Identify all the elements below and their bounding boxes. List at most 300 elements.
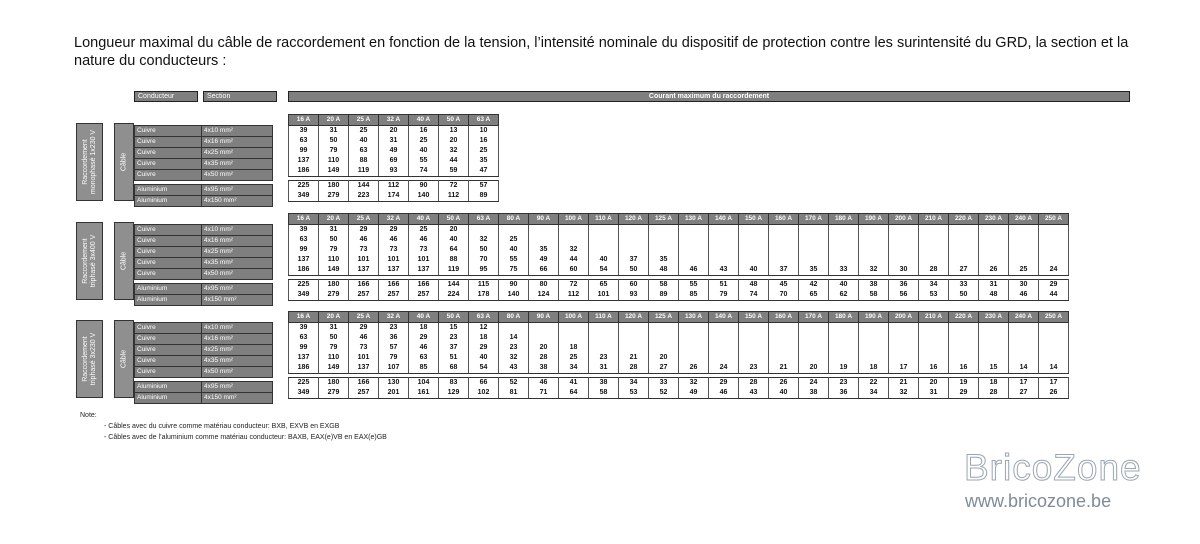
length-cell: 44 [439, 156, 469, 166]
length-cell: 101 [589, 290, 619, 301]
table-row [289, 323, 1069, 334]
section-cell: 4x35 mm² [202, 159, 273, 170]
length-cell [589, 235, 619, 245]
length-cell: 26 [979, 265, 1009, 276]
current-column-header: 40 A [409, 214, 439, 225]
length-cell: 349 [289, 191, 319, 202]
material-cell: Cuivre [135, 236, 202, 247]
length-cell: 137 [349, 265, 379, 276]
length-cell [1009, 323, 1039, 334]
length-cell: 186 [289, 265, 319, 276]
length-cell: 64 [559, 388, 589, 399]
table-row [289, 280, 1069, 291]
length-cell [889, 323, 919, 334]
length-cell: 29 [709, 378, 739, 389]
length-cell [889, 255, 919, 265]
length-cell: 15 [439, 323, 469, 334]
section-cell: 4x10 mm² [202, 225, 273, 236]
length-cell: 46 [409, 235, 439, 245]
length-cell: 161 [409, 388, 439, 399]
length-cell: 22 [859, 378, 889, 389]
length-cell [979, 353, 1009, 363]
length-cell: 56 [889, 290, 919, 301]
cable-label [114, 123, 134, 201]
length-cell [619, 323, 649, 334]
length-cell: 29 [469, 343, 499, 353]
length-cell: 17 [889, 363, 919, 374]
length-cell [679, 323, 709, 334]
length-cell: 18 [979, 378, 1009, 389]
material-cell: Cuivre [135, 170, 202, 181]
current-column-header: 120 A [619, 312, 649, 323]
length-cell: 32 [559, 245, 589, 255]
length-cell: 32 [439, 146, 469, 156]
length-cell [709, 235, 739, 245]
length-cell [889, 353, 919, 363]
current-column-header: 80 A [499, 312, 529, 323]
length-cell: 124 [529, 290, 559, 301]
length-cell [979, 225, 1009, 236]
length-cell: 166 [349, 280, 379, 291]
length-cell [739, 255, 769, 265]
length-cell [829, 323, 859, 334]
length-cell: 36 [829, 388, 859, 399]
current-column-header: 180 A [829, 312, 859, 323]
length-cell [859, 343, 889, 353]
length-cell: 31 [379, 136, 409, 146]
current-column-header: 240 A [1009, 214, 1039, 225]
length-cell: 50 [319, 333, 349, 343]
length-cell [889, 235, 919, 245]
length-cell: 10 [469, 126, 499, 137]
length-cell: 48 [649, 265, 679, 276]
length-cell: 70 [469, 255, 499, 265]
length-cell [1039, 255, 1069, 265]
length-cell: 37 [769, 265, 799, 276]
current-column-header: 110 A [589, 214, 619, 225]
length-cell [829, 255, 859, 265]
length-cell [919, 323, 949, 334]
table-row [289, 225, 1069, 236]
length-cell [559, 323, 589, 334]
length-cell [739, 343, 769, 353]
length-cell: 79 [319, 146, 349, 156]
length-cell: 38 [799, 388, 829, 399]
length-cell: 26 [679, 363, 709, 374]
length-cell [829, 333, 859, 343]
table-row [289, 235, 1069, 245]
length-cell: 107 [379, 363, 409, 374]
length-cell [529, 333, 559, 343]
length-cell [889, 225, 919, 236]
length-cell: 23 [439, 333, 469, 343]
length-cell [589, 333, 619, 343]
table-row [135, 225, 273, 236]
current-column-header: 130 A [679, 214, 709, 225]
length-cell [979, 343, 1009, 353]
length-cell: 46 [709, 388, 739, 399]
length-cell [769, 225, 799, 236]
current-column-header: 250 A [1039, 214, 1069, 225]
length-cell [859, 323, 889, 334]
section-cell: 4x50 mm² [202, 367, 273, 378]
length-cell [1009, 245, 1039, 255]
length-cell: 130 [379, 378, 409, 389]
table-row [289, 343, 1069, 353]
length-cell: 99 [289, 343, 319, 353]
length-cell: 40 [769, 388, 799, 399]
current-column-header: 32 A [379, 312, 409, 323]
length-cell: 21 [889, 378, 919, 389]
current-column-header: 110 A [589, 312, 619, 323]
material-cell: Cuivre [135, 258, 202, 269]
length-cell [529, 235, 559, 245]
length-cell: 46 [529, 378, 559, 389]
length-cell: 55 [409, 156, 439, 166]
length-cell [709, 353, 739, 363]
length-cell [679, 333, 709, 343]
length-cell: 149 [319, 166, 349, 177]
length-cell: 20 [529, 343, 559, 353]
length-cell: 89 [649, 290, 679, 301]
length-cell: 69 [379, 156, 409, 166]
length-cell: 14 [1039, 363, 1069, 374]
table-row [289, 181, 499, 192]
current-column-header: 200 A [889, 312, 919, 323]
length-cell: 166 [349, 378, 379, 389]
length-cell: 64 [439, 245, 469, 255]
length-cell: 349 [289, 388, 319, 399]
length-cell: 90 [499, 280, 529, 291]
length-cell: 29 [349, 323, 379, 334]
length-cell: 102 [469, 388, 499, 399]
table-row [289, 388, 1069, 399]
length-cell: 73 [379, 245, 409, 255]
length-cell: 115 [469, 280, 499, 291]
current-column-header: 230 A [979, 312, 1009, 323]
material-cell: Cuivre [135, 345, 202, 356]
table-row [135, 185, 273, 196]
length-cell [799, 235, 829, 245]
length-cell [859, 353, 889, 363]
length-cell: 110 [319, 255, 349, 265]
length-cell [799, 333, 829, 343]
length-cell [499, 225, 529, 236]
length-cell [769, 323, 799, 334]
length-cell: 46 [349, 235, 379, 245]
length-cell: 48 [739, 280, 769, 291]
length-cell [679, 343, 709, 353]
brand-logo: BricoZone [964, 447, 1142, 488]
current-column-header: 63 A [469, 312, 499, 323]
current-column-header: 220 A [949, 214, 979, 225]
section-cell: 4x150 mm² [202, 196, 273, 207]
length-cell [679, 235, 709, 245]
length-cell: 89 [469, 191, 499, 202]
material-cell: Aluminium [135, 284, 202, 295]
length-cell: 149 [319, 363, 349, 374]
length-cell: 17 [1009, 378, 1039, 389]
length-cell: 13 [439, 126, 469, 137]
length-cell: 28 [979, 388, 1009, 399]
length-cell: 137 [289, 156, 319, 166]
length-cell: 18 [469, 333, 499, 343]
current-column-header: 20 A [319, 115, 349, 126]
length-cell [1009, 333, 1039, 343]
length-cell: 34 [619, 378, 649, 389]
length-cell [979, 323, 1009, 334]
length-cell: 28 [919, 265, 949, 276]
length-cell: 53 [919, 290, 949, 301]
length-cell [739, 323, 769, 334]
length-cell: 58 [589, 388, 619, 399]
length-cell: 46 [1009, 290, 1039, 301]
current-column-header: 170 A [799, 312, 829, 323]
current-column-header: 150 A [739, 312, 769, 323]
length-cell: 49 [679, 388, 709, 399]
current-column-header: 25 A [349, 115, 379, 126]
current-column-header: 230 A [979, 214, 1009, 225]
length-cell [559, 235, 589, 245]
length-cell: 68 [439, 363, 469, 374]
length-cell: 24 [799, 378, 829, 389]
length-cell: 112 [439, 191, 469, 202]
length-cell: 40 [829, 280, 859, 291]
length-cell [859, 225, 889, 236]
length-cell [649, 245, 679, 255]
length-cell: 110 [319, 353, 349, 363]
table-row [135, 323, 273, 334]
section-cell: 4x50 mm² [202, 170, 273, 181]
length-cell: 32 [469, 235, 499, 245]
length-cell [559, 225, 589, 236]
length-cell: 42 [799, 280, 829, 291]
length-cell: 15 [979, 363, 1009, 374]
length-cell: 50 [949, 290, 979, 301]
length-cell: 27 [949, 265, 979, 276]
length-cell: 18 [409, 323, 439, 334]
table-row [289, 333, 1069, 343]
length-cell [919, 255, 949, 265]
current-column-header: 140 A [709, 312, 739, 323]
material-cell: Cuivre [135, 356, 202, 367]
length-cell [679, 225, 709, 236]
length-cell: 71 [529, 388, 559, 399]
conductor-section-table [134, 224, 273, 306]
table-row [289, 156, 499, 166]
length-cell [649, 235, 679, 245]
length-cell: 166 [379, 280, 409, 291]
length-cell: 93 [619, 290, 649, 301]
length-cell: 26 [1039, 388, 1069, 399]
length-cell [709, 255, 739, 265]
cable-label-text: Câble [120, 152, 128, 172]
current-column-header: 50 A [439, 115, 469, 126]
table-row [135, 170, 273, 181]
table-row [135, 126, 273, 137]
length-cell: 34 [559, 363, 589, 374]
length-cell [979, 255, 1009, 265]
length-cell: 144 [349, 181, 379, 192]
length-cell [619, 245, 649, 255]
length-cell [1039, 333, 1069, 343]
current-column-header: 50 A [439, 312, 469, 323]
length-cell: 140 [409, 191, 439, 202]
length-cell: 43 [709, 265, 739, 276]
section-cell: 4x150 mm² [202, 393, 273, 404]
length-cell: 101 [349, 255, 379, 265]
length-cell: 73 [409, 245, 439, 255]
length-cell [799, 323, 829, 334]
length-cell: 180 [319, 378, 349, 389]
length-cell: 44 [1039, 290, 1069, 301]
length-cell: 63 [289, 333, 319, 343]
length-cell [1039, 343, 1069, 353]
length-cell: 279 [319, 290, 349, 301]
length-cell: 12 [469, 323, 499, 334]
current-column-header: 160 A [769, 312, 799, 323]
length-cell [619, 235, 649, 245]
length-cell: 225 [289, 280, 319, 291]
length-cell [829, 353, 859, 363]
length-cell: 137 [289, 255, 319, 265]
length-cell: 31 [319, 225, 349, 236]
current-column-header: 160 A [769, 214, 799, 225]
length-cell [709, 245, 739, 255]
length-cell [799, 343, 829, 353]
length-cell: 224 [439, 290, 469, 301]
length-cell: 31 [919, 388, 949, 399]
length-cell: 180 [319, 181, 349, 192]
current-column-header: 180 A [829, 214, 859, 225]
length-cell: 59 [439, 166, 469, 177]
length-cell [859, 245, 889, 255]
length-cell: 40 [469, 353, 499, 363]
length-cell [1009, 225, 1039, 236]
length-cell: 39 [289, 126, 319, 137]
length-cell [1009, 235, 1039, 245]
length-cell: 33 [829, 265, 859, 276]
material-cell: Cuivre [135, 334, 202, 345]
length-cell: 40 [499, 245, 529, 255]
length-cell [919, 235, 949, 245]
current-column-header: 63 A [469, 214, 499, 225]
length-cell: 37 [439, 343, 469, 353]
current-column-header: 25 A [349, 312, 379, 323]
length-cell: 40 [439, 235, 469, 245]
length-cell: 40 [349, 136, 379, 146]
length-cell [1039, 245, 1069, 255]
length-cell: 49 [529, 255, 559, 265]
length-cell [919, 343, 949, 353]
current-column-header: 63 A [469, 115, 499, 126]
section-cell: 4x95 mm² [202, 284, 273, 295]
length-cell: 21 [619, 353, 649, 363]
conductor-section-table [134, 125, 273, 207]
current-column-header: 190 A [859, 312, 889, 323]
current-column-header: 90 A [529, 312, 559, 323]
current-column-header: 190 A [859, 214, 889, 225]
length-cell [1039, 225, 1069, 236]
length-cell: 279 [319, 388, 349, 399]
max-length-table [288, 213, 1069, 301]
length-cell [709, 323, 739, 334]
note-line-copper: - Câbles avec du cuivre comme matériau conducteur: BXB, EXVB en EXGB [104, 423, 340, 430]
length-cell: 24 [709, 363, 739, 374]
length-cell: 80 [529, 280, 559, 291]
length-cell: 101 [349, 353, 379, 363]
length-cell: 46 [379, 235, 409, 245]
length-cell: 48 [979, 290, 1009, 301]
length-cell: 45 [769, 280, 799, 291]
length-cell [949, 225, 979, 236]
length-cell: 83 [439, 378, 469, 389]
length-cell [619, 333, 649, 343]
length-cell [979, 235, 1009, 245]
current-column-header: 20 A [319, 312, 349, 323]
connection-type-label [76, 320, 103, 398]
length-cell: 186 [289, 166, 319, 177]
material-cell: Cuivre [135, 323, 202, 334]
length-cell: 119 [349, 166, 379, 177]
note-heading: Note: [80, 412, 97, 419]
length-cell: 137 [409, 265, 439, 276]
table-row [289, 146, 499, 156]
length-cell: 26 [769, 378, 799, 389]
current-column-header: 40 A [409, 312, 439, 323]
length-cell: 99 [289, 146, 319, 156]
length-cell [889, 245, 919, 255]
length-cell: 33 [649, 378, 679, 389]
length-cell: 23 [499, 343, 529, 353]
length-cell [529, 225, 559, 236]
courant-maximum-header: Courant maximum du raccordement [288, 91, 1130, 102]
table-row [135, 284, 273, 295]
length-cell: 110 [319, 156, 349, 166]
table-row [135, 356, 273, 367]
length-cell [739, 245, 769, 255]
length-cell: 50 [469, 245, 499, 255]
table-row [135, 196, 273, 207]
length-cell: 101 [409, 255, 439, 265]
section-cell: 4x25 mm² [202, 148, 273, 159]
material-cell: Cuivre [135, 148, 202, 159]
length-cell: 70 [769, 290, 799, 301]
length-cell: 29 [1039, 280, 1069, 291]
length-cell [1009, 353, 1039, 363]
length-cell: 73 [349, 343, 379, 353]
length-cell [1039, 323, 1069, 334]
section-cell: 4x16 mm² [202, 137, 273, 148]
length-cell: 36 [379, 333, 409, 343]
length-cell: 35 [469, 156, 499, 166]
current-column-header: 125 A [649, 214, 679, 225]
length-cell: 32 [499, 353, 529, 363]
length-cell: 53 [619, 388, 649, 399]
length-cell: 14 [499, 333, 529, 343]
length-cell [889, 333, 919, 343]
length-cell: 44 [559, 255, 589, 265]
length-cell: 62 [829, 290, 859, 301]
length-cell: 40 [589, 255, 619, 265]
length-cell: 112 [379, 181, 409, 192]
section-header: Section [203, 91, 277, 102]
length-cell [949, 245, 979, 255]
cable-label [114, 222, 134, 300]
length-cell: 25 [409, 136, 439, 146]
length-cell: 29 [409, 333, 439, 343]
table-row [289, 363, 1069, 374]
